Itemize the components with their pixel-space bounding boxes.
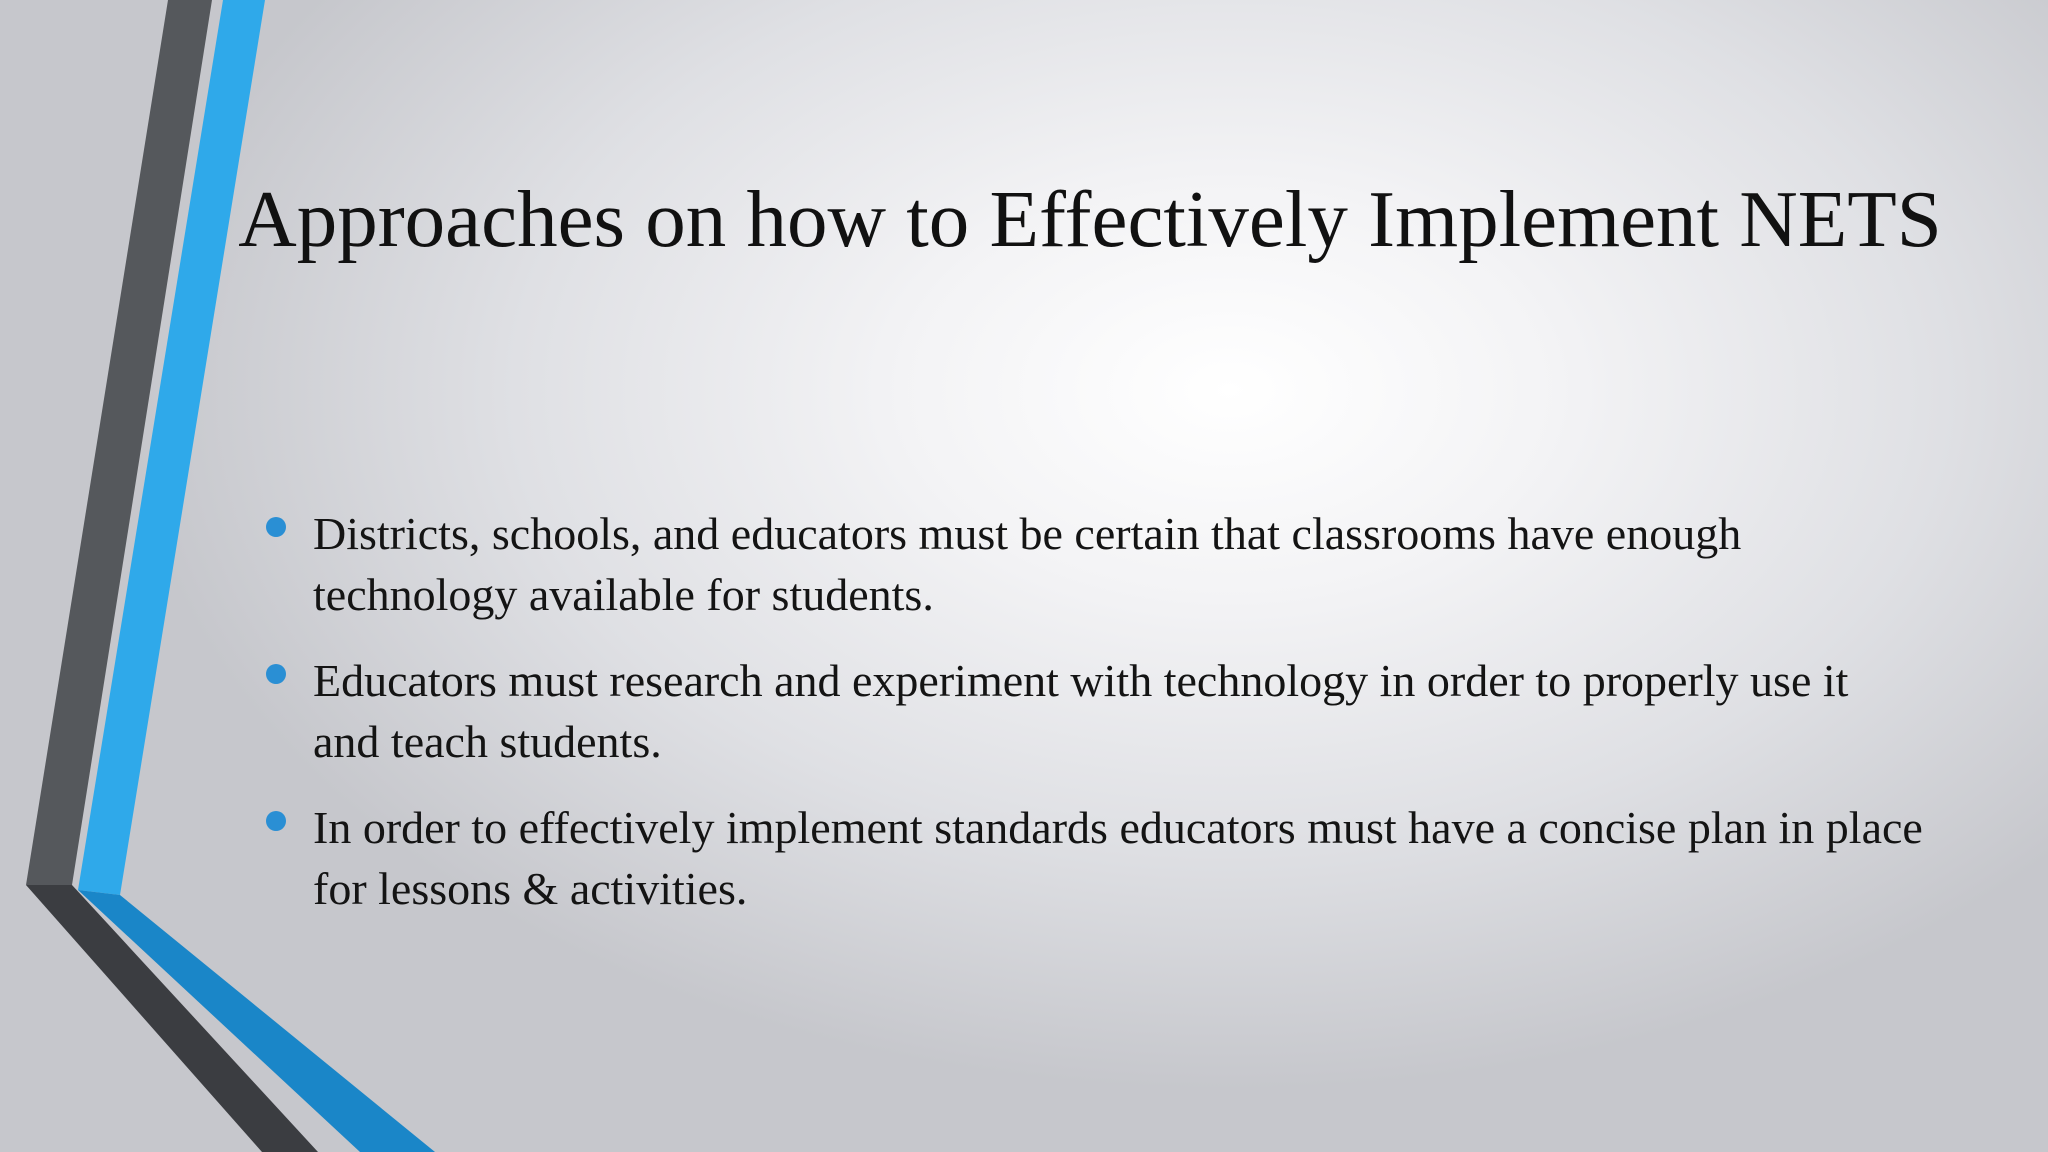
bullet-dot-icon [266,517,286,537]
bullet-dot-icon [266,664,286,684]
bullet-item [266,797,1926,919]
bullet-item [266,503,1926,625]
slide-title: Approaches on how to Effectively Implement NETS [238,174,1942,264]
bullet-text: Districts, schools, and educators must be certain that classrooms have enough technology available for students. [313,508,1742,620]
bullet-dot-icon [266,811,286,831]
bullet-list [266,503,1926,944]
bullet-text: Educators must research and experiment with technology in order to properly use it and teach students. [313,655,1849,767]
bullet-item [266,650,1926,772]
bullet-text: In order to effectively implement standards educators must have a concise plan in place for lessons & activities. [313,802,1923,914]
